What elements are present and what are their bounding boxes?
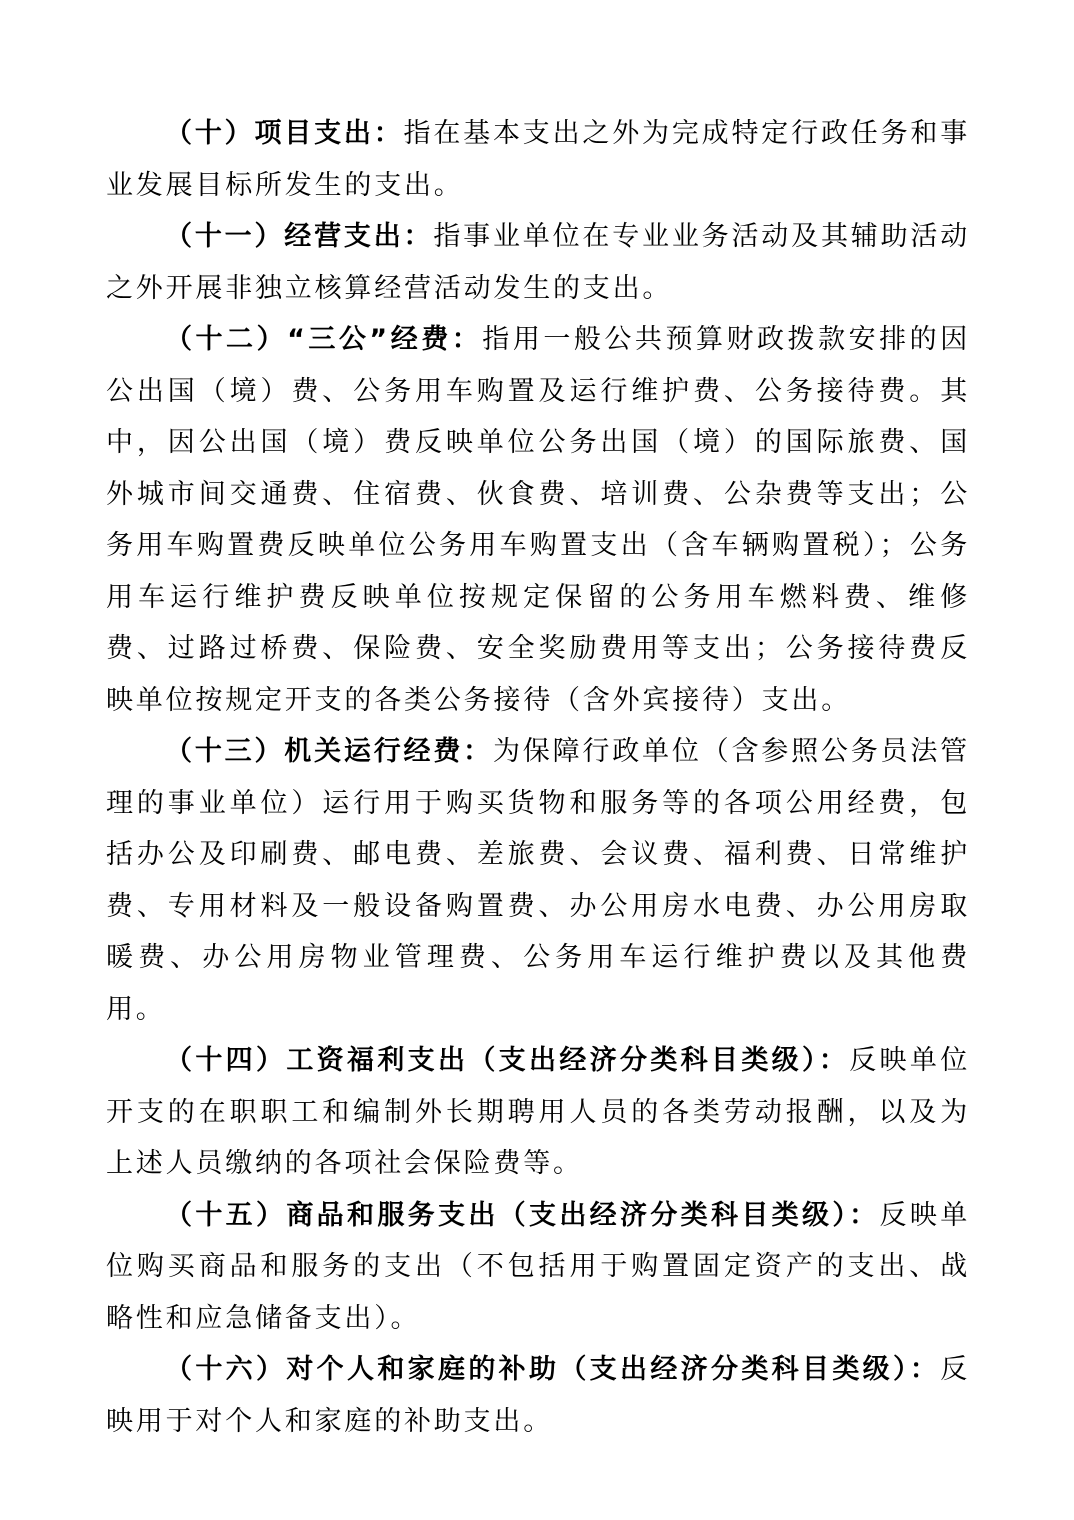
paragraph-item-16 <box>106 1344 970 1447</box>
paragraph-item-15 <box>106 1190 970 1345</box>
paragraph-body: 指在基本支出之外为完成特定行政任务和事业发展目标所发生的支出。 <box>106 118 971 201</box>
paragraph-heading: （十四）工资福利支出（支出经济分类科目类级）： <box>165 1045 850 1076</box>
document-page <box>106 108 970 1447</box>
paragraph-heading: （十）项目支出： <box>165 118 404 149</box>
paragraph-item-14 <box>106 1035 970 1190</box>
paragraph-body: 反映用于对个人和家庭的补助支出。 <box>106 1354 970 1437</box>
paragraph-body: 指事业单位在专业业务活动及其辅助活动之外开展非独立核算经营活动发生的支出。 <box>106 221 970 304</box>
paragraph-heading: （十五）商品和服务支出（支出经济分类科目类级）： <box>165 1199 880 1231</box>
paragraph-body: 为保障行政单位（含参照公务员法管理的事业单位）运行用于购买货物和服务等的各项公用经费，包括办公及印刷费、邮电费、差旅费、会议费、福利费、日常维护费、专用材料及一般设备购置费、办公用房水电费、办公用房取暖费、办公用房物业管理费、公务用车运行维护费以及其他费用。 <box>106 736 970 1025</box>
paragraph-heading: （十六）对个人和家庭的补助（支出经济分类科目类级）： <box>165 1354 941 1385</box>
paragraph-item-13 <box>106 726 970 1035</box>
paragraph-heading: （十二）“三公”经费： <box>165 324 483 355</box>
paragraph-body: 反映单位开支的在职职工和编制外长期聘用人员的各类劳动报酬，以及为上述人员缴纳的各项社会保险费等。 <box>106 1045 970 1179</box>
paragraph-heading: （十三）机关运行经费： <box>165 736 493 767</box>
paragraph-item-11 <box>106 211 970 314</box>
paragraph-item-12 <box>106 314 970 726</box>
paragraph-body: 反映单位购买商品和服务的支出（不包括用于购置固定资产的支出、战略性和应急储备支出）。 <box>106 1199 970 1334</box>
paragraph-item-10 <box>106 108 970 211</box>
paragraph-body: 指用一般公共预算财政拨款安排的因公出国（境）费、公务用车购置及运行维护费、公务接待费。其中，因公出国（境）费反映单位公务出国（境）的国际旅费、国外城市间交通费、住宿费、伙食费、培训费、公杂费等支出；公务用车购置费反映单位公务用车购置支出（含车辆购置税）；公务用车运行维护费反映单位按规定保留的公务用车燃料费、维修费、过路过桥费、保险费、安全奖励费用等支出；公务接待费反映单位按规定开支的各类公务接待（含外宾接待）支出。 <box>106 324 970 716</box>
paragraph-heading: （十一）经营支出： <box>165 221 434 252</box>
